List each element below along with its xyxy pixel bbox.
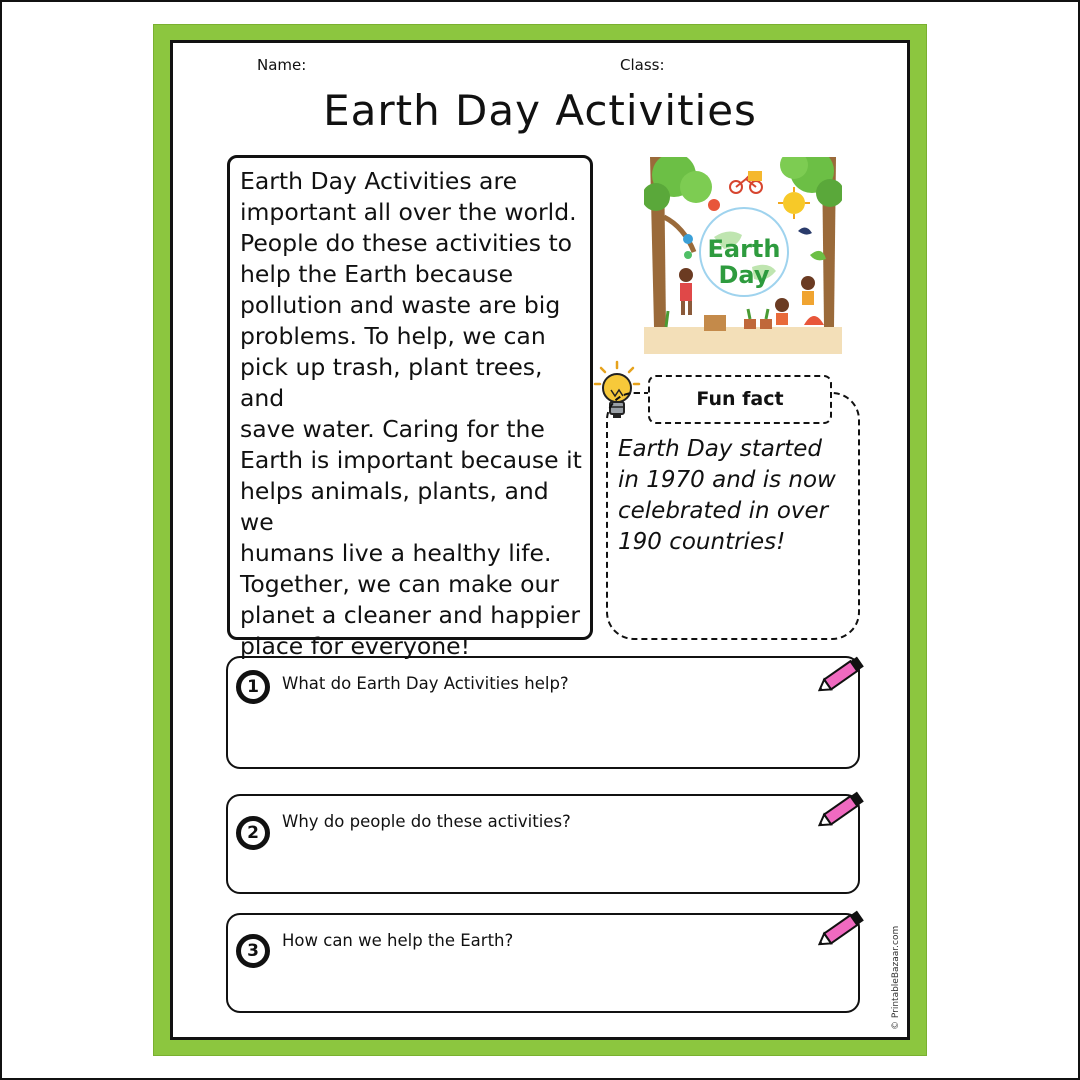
question-number: 2 bbox=[241, 821, 265, 845]
passage-line: humans live a healthy life. bbox=[240, 539, 552, 567]
question-text: Why do people do these activities? bbox=[282, 812, 571, 831]
passage-line: Together, we can make our bbox=[240, 570, 560, 598]
passage-line: Earth Day Activities are bbox=[240, 167, 518, 195]
question-number-badge bbox=[236, 670, 270, 704]
earth-logo-word: Earth bbox=[707, 235, 781, 263]
passage-line: problems. To help, we can bbox=[240, 322, 546, 350]
passage-line: planet a cleaner and happier bbox=[240, 601, 581, 629]
question-number-badge bbox=[236, 816, 270, 850]
fun-fact-line: Earth Day started bbox=[618, 436, 823, 462]
passage-line: help the Earth because bbox=[240, 260, 514, 288]
question-text: How can we help the Earth? bbox=[282, 931, 514, 950]
question-number: 1 bbox=[241, 675, 265, 699]
question-text: What do Earth Day Activities help? bbox=[282, 674, 569, 693]
question-number-badge bbox=[236, 934, 270, 968]
pencil-icon bbox=[818, 904, 870, 950]
passage-line: important all over the world. bbox=[240, 198, 577, 226]
fun-fact-text bbox=[618, 434, 854, 558]
page-title: Earth Day Activities bbox=[323, 86, 757, 135]
pencil-icon bbox=[818, 650, 870, 696]
passage-line: People do these activities to bbox=[240, 229, 573, 257]
earth-day-illustration bbox=[644, 157, 842, 354]
answer-box-3[interactable] bbox=[226, 913, 860, 1013]
fun-fact-line: celebrated in over bbox=[618, 498, 829, 524]
name-label: Name: bbox=[257, 56, 307, 74]
question-number: 3 bbox=[241, 939, 265, 963]
fun-fact-line: in 1970 and is now bbox=[618, 467, 836, 493]
day-logo-word: Day bbox=[718, 261, 770, 289]
fun-fact-heading: Fun fact bbox=[648, 375, 832, 424]
passage-line: pollution and waste are big bbox=[240, 291, 561, 319]
fun-fact-line: 190 countries! bbox=[618, 529, 786, 555]
passage-line: Earth is important because it bbox=[240, 446, 582, 474]
passage-line: helps animals, plants, and we bbox=[240, 477, 549, 536]
answer-box-2[interactable] bbox=[226, 794, 860, 894]
copyright-credit: © PrintableBazaar.com bbox=[891, 925, 901, 1030]
passage-text bbox=[240, 166, 582, 662]
reading-passage bbox=[227, 155, 593, 660]
passage-line: pick up trash, plant trees, and bbox=[240, 353, 543, 412]
class-label: Class: bbox=[620, 56, 665, 74]
passage-line: save water. Caring for the bbox=[240, 415, 545, 443]
pencil-icon bbox=[818, 785, 870, 831]
answer-box-1[interactable] bbox=[226, 656, 860, 769]
passage-line: place for everyone! bbox=[240, 632, 471, 660]
